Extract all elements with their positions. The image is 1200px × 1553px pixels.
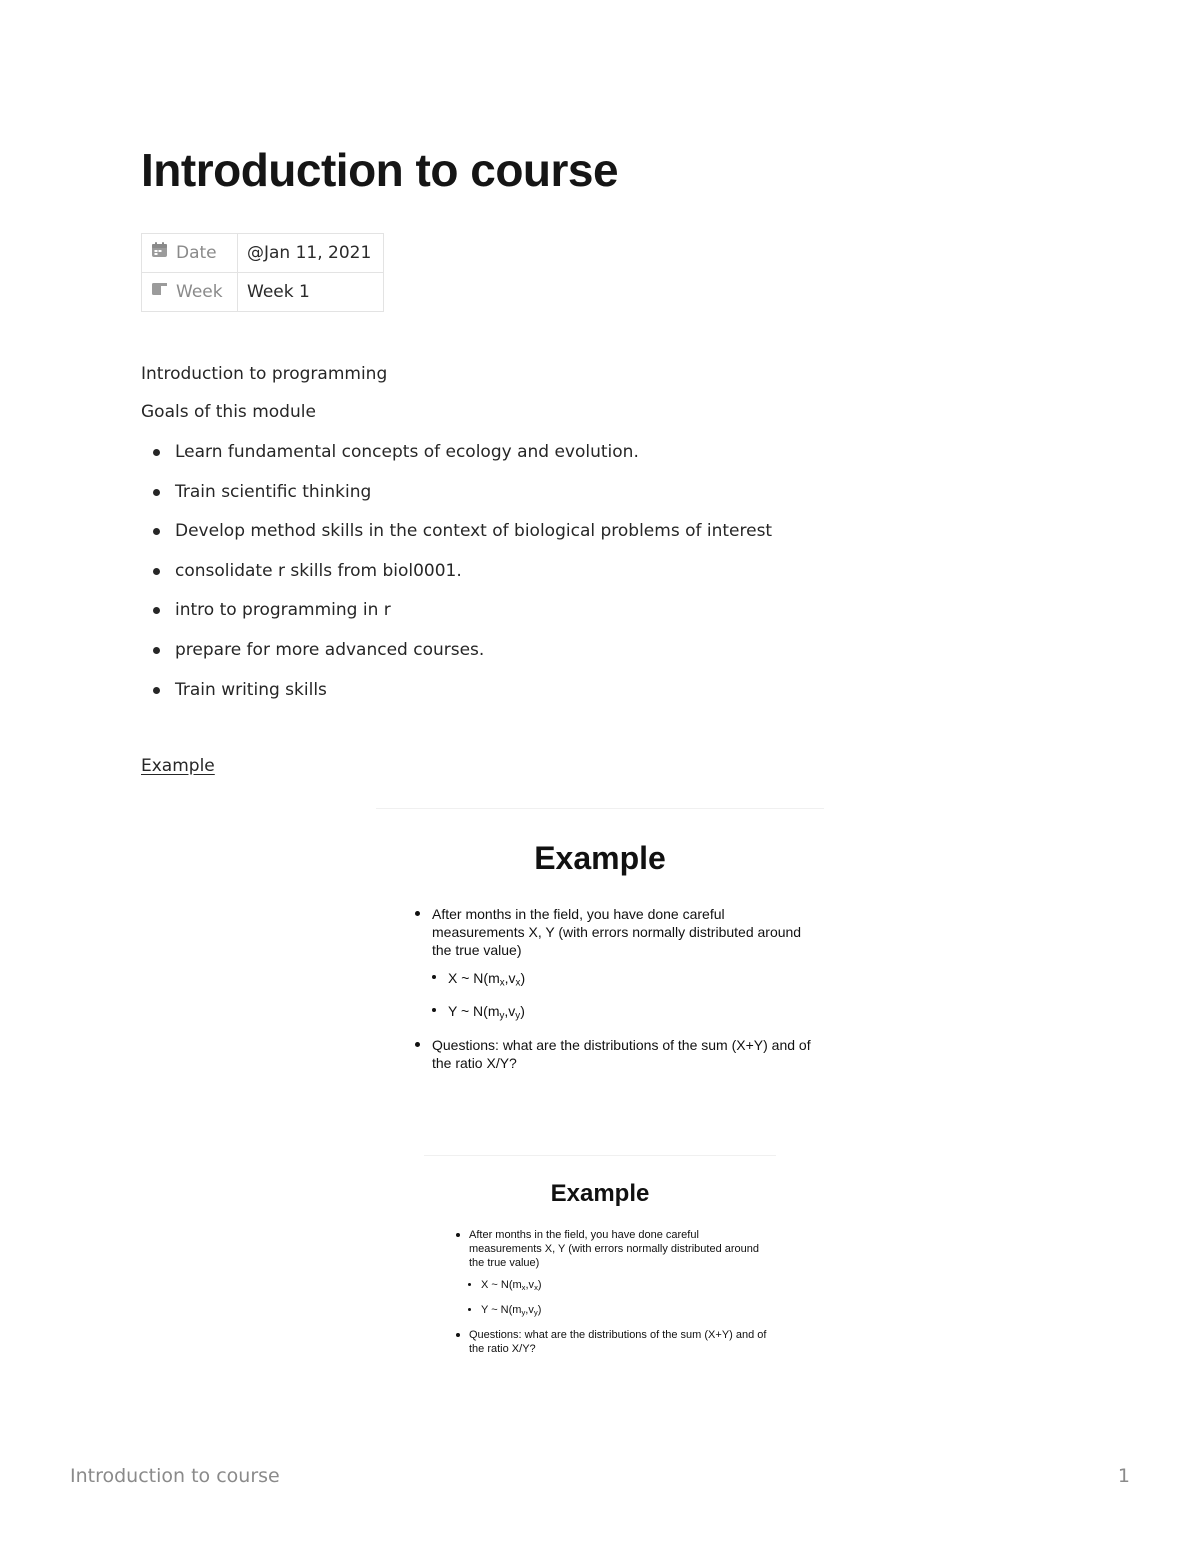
property-row-date [142, 234, 384, 273]
formula-subscript: y [515, 1010, 521, 1022]
formula-subscript: x [499, 977, 505, 989]
page-title: Introduction to course [141, 144, 619, 196]
slide-bullet-text: After months in the field, you have done careful measurements X, Y (with errors normally distributed around the true value) [469, 1229, 759, 1269]
goals-list [141, 440, 772, 717]
slide-bullet-text: After months in the field, you have done careful measurements X, Y (with errors normally distributed around the true value) [432, 906, 802, 958]
formula-text: ) [537, 1303, 542, 1316]
list-item: Train writing skills [141, 678, 772, 718]
slide-title: Example [534, 840, 666, 876]
slide-title: Example [550, 1180, 650, 1207]
formula-subscript: x [521, 1282, 526, 1292]
example-slide-image [376, 808, 824, 1109]
property-name: Week [176, 282, 223, 302]
formula-subscript: y [499, 1010, 505, 1022]
list-item: prepare for more advanced courses. [141, 638, 772, 678]
formula-text: Y ~ N(m [448, 1003, 500, 1020]
formula-text: Y ~ N(m [481, 1303, 522, 1316]
intro-text: Introduction to programming [141, 364, 388, 384]
page-number: 1 [1117, 1465, 1130, 1487]
property-name-cell [142, 234, 238, 273]
formula-subscript: y [533, 1307, 538, 1317]
list-item: Learn fundamental concepts of ecology and evolution. [141, 440, 772, 480]
list-item: Develop method skills in the context of biological problems of interest [141, 519, 772, 559]
formula-text: ,v [504, 1003, 516, 1020]
formula-text: ,v [504, 970, 516, 986]
slide-bullet [432, 905, 812, 1026]
week-value[interactable]: Week 1 [238, 273, 384, 312]
slide-bullet [469, 1228, 769, 1320]
footer-title: Introduction to course [70, 1465, 280, 1487]
formula-text: ,v [525, 1279, 535, 1291]
slide-sub-list [481, 1278, 769, 1320]
slide-sub-list [448, 969, 812, 1026]
property-name-cell [142, 273, 238, 312]
select-icon [151, 280, 168, 302]
example-slide-image [424, 1155, 776, 1386]
slide-bullet-text: Questions: what are the distributions of the sum (X+Y) and of the ratio X/Y? [469, 1328, 767, 1355]
date-value[interactable]: @Jan 11, 2021 [238, 234, 384, 273]
formula-subscript: x [534, 1282, 538, 1292]
list-item: consolidate r skills from biol0001. [141, 559, 772, 599]
slide-bullet [469, 1328, 769, 1356]
slide-bullet-list [469, 1228, 769, 1356]
formula-text: X ~ N(m [481, 1279, 522, 1291]
list-item: Train scientific thinking [141, 480, 772, 520]
properties-table [141, 233, 384, 312]
formula-text: ) [520, 1003, 525, 1020]
formula-text: ,v [525, 1303, 534, 1316]
slide-sub-bullet [448, 1002, 812, 1025]
slide-sub-bullet [448, 969, 812, 992]
formula-subscript: x [515, 977, 521, 989]
slide-bullet-list [432, 905, 812, 1072]
formula-text: X ~ N(m [448, 970, 500, 986]
formula-text: ) [537, 1279, 542, 1291]
slide-bullet-text: Questions: what are the distributions of the sum (X+Y) and of the ratio X/Y? [432, 1036, 811, 1071]
list-item: intro to programming in r [141, 598, 772, 638]
calendar-icon [151, 241, 168, 263]
slide-sub-bullet [481, 1303, 769, 1320]
goals-heading: Goals of this module [141, 402, 316, 422]
property-row-week [142, 273, 384, 312]
property-name: Date [176, 243, 217, 263]
formula-text: ) [520, 970, 526, 986]
formula-subscript: y [521, 1307, 526, 1317]
slide-sub-bullet [481, 1278, 769, 1295]
example-link[interactable]: Example [141, 756, 215, 776]
slide-bullet [432, 1036, 812, 1072]
